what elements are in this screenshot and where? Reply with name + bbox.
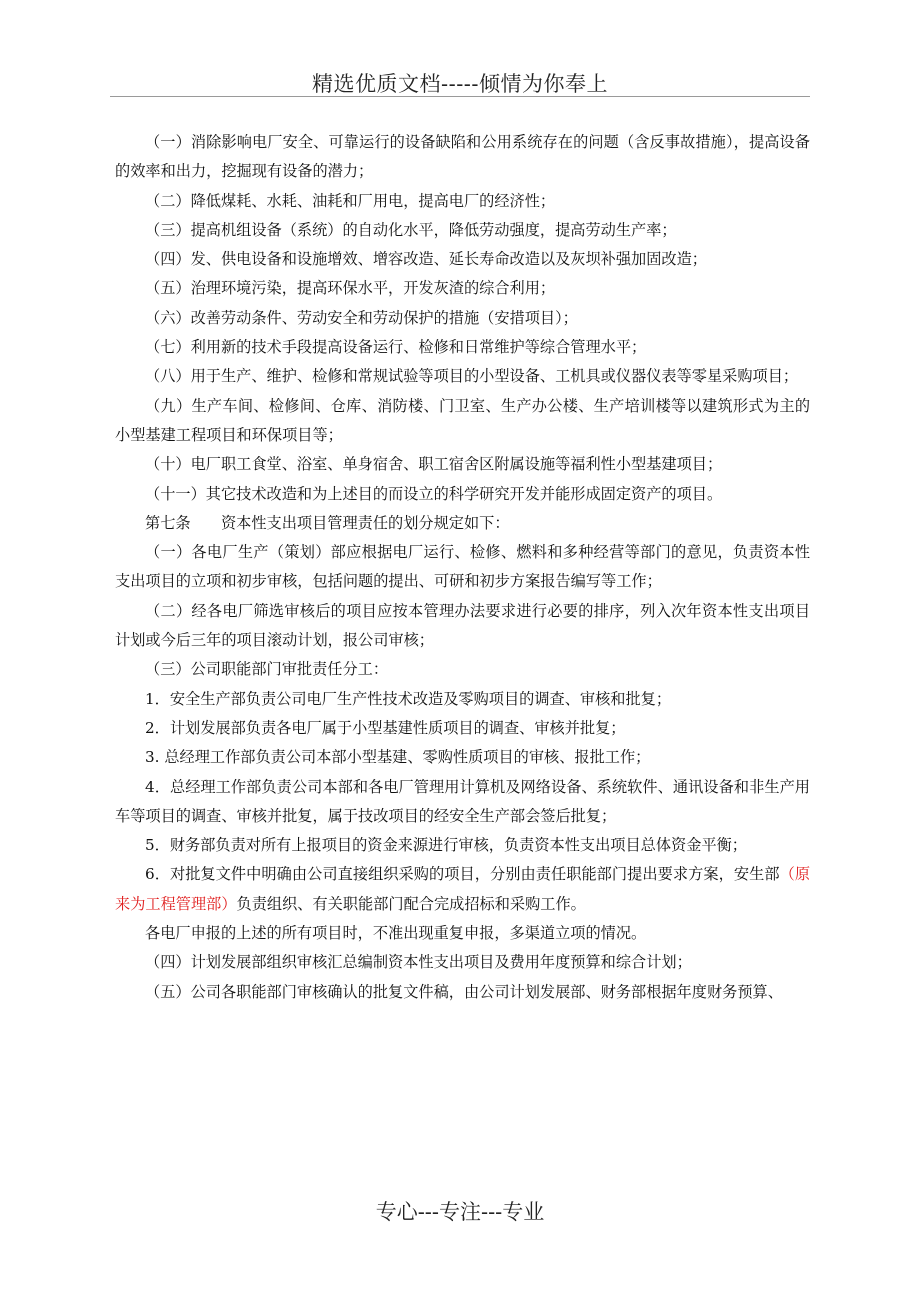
list-item: 1．安全生产部负责公司电厂生产性技术改造及零购项目的调查、审核和批复； bbox=[145, 689, 672, 708]
list-item: 5．财务部负责对所有上报项目的资金来源进行审核，负责资本性支出项目总体资金平衡； bbox=[145, 836, 747, 855]
list-item-text: 6．对批复文件中明确由公司直接组织采购的项目，分别由责任职能部门提出要求方案，安生部 bbox=[145, 865, 780, 884]
paragraph: （三）公司职能部门审批责任分工： bbox=[145, 660, 388, 679]
list-item: 2．计划发展部负责各电厂属于小型基建性质项目的调查、审核并批复； bbox=[145, 718, 626, 737]
paragraph: （九）生产车间、检修间、仓库、消防楼、门卫室、生产办公楼、生产培训楼等以建筑形式为主的小型基建工程项目和环保项目等； bbox=[115, 396, 810, 444]
paragraph: （五）公司各职能部门审核确认的批复文件稿，由公司计划发展部、财务部根据年度财务预算、 bbox=[145, 982, 783, 1001]
list-item: 4．总经理工作部负责公司本部和各电厂管理用计算机及网络设备、系统软件、通讯设备和非生产用车等项目的调查、审核并批复，属于技改项目的经安全生产部会签后批复； bbox=[115, 777, 810, 825]
paragraph: （一）消除影响电厂安全、可靠运行的设备缺陷和公用系统存在的问题（含反事故措施），提高设备的效率和出力，挖掘现有设备的潜力； bbox=[115, 133, 810, 181]
paragraph: （一）各电厂生产（策划）部应根据电厂运行、检修、燃料和多种经营等部门的意见，负责资本性支出项目的立项和初步审核，包括问题的提出、可研和初步方案报告编写等工作； bbox=[115, 543, 810, 591]
red-annotation: （原来为工程管理部） bbox=[115, 865, 811, 913]
paragraph: （十）电厂职工食堂、浴室、单身宿舍、职工宿舍区附属设施等福利性小型基建项目； bbox=[145, 455, 723, 474]
document-body bbox=[115, 128, 810, 1007]
paragraph: （五）治理环境污染，提高环保水平，开发灰渣的综合利用； bbox=[145, 279, 556, 298]
paragraph: （七）利用新的技术手段提高设备运行、检修和日常维护等综合管理水平； bbox=[145, 338, 647, 357]
article-heading: 第七条 资本性支出项目管理责任的划分规定如下： bbox=[145, 513, 510, 532]
paragraph: （四）发、供电设备和设施增效、增容改造、延长寿命改造以及灰坝补强加固改造； bbox=[145, 250, 707, 269]
list-item: 3. 总经理工作部负责公司本部小型基建、零购性质项目的审核、报批工作； bbox=[145, 748, 651, 767]
page-header: 精选优质文档-----倾情为你奉上 bbox=[312, 72, 608, 96]
paragraph: （二）经各电厂筛选审核后的项目应按本管理办法要求进行必要的排序，列入次年资本性支出项目计划或今后三年的项目滚动计划，报公司审核； bbox=[115, 601, 810, 650]
paragraph: （八）用于生产、维护、检修和常规试验等项目的小型设备、工机具或仪器仪表等零星采购项目； bbox=[145, 367, 799, 386]
paragraph: （四）计划发展部组织审核汇总编制资本性支出项目及费用年度预算和综合计划； bbox=[145, 953, 692, 972]
page-footer: 专心---专注---专业 bbox=[375, 1200, 545, 1224]
paragraph: （三）提高机组设备（系统）的自动化水平，降低劳动强度，提高劳动生产率； bbox=[145, 220, 677, 239]
paragraph: （六）改善劳动条件、劳动安全和劳动保护的措施（安措项目）； bbox=[145, 308, 578, 327]
list-item bbox=[115, 860, 810, 919]
list-item-text: 负责组织、有关职能部门配合完成招标和采购工作。 bbox=[236, 894, 586, 913]
paragraph: 各电厂申报的上述的所有项目时，不准出现重复申报，多渠道立项的情况。 bbox=[145, 924, 647, 943]
header-rule bbox=[110, 96, 810, 97]
paragraph: （二）降低煤耗、水耗、油耗和厂用电，提高电厂的经济性； bbox=[145, 191, 556, 210]
paragraph: （十一）其它技术改造和为上述目的而设立的科学研究开发并能形成固定资产的项目。 bbox=[145, 484, 723, 503]
